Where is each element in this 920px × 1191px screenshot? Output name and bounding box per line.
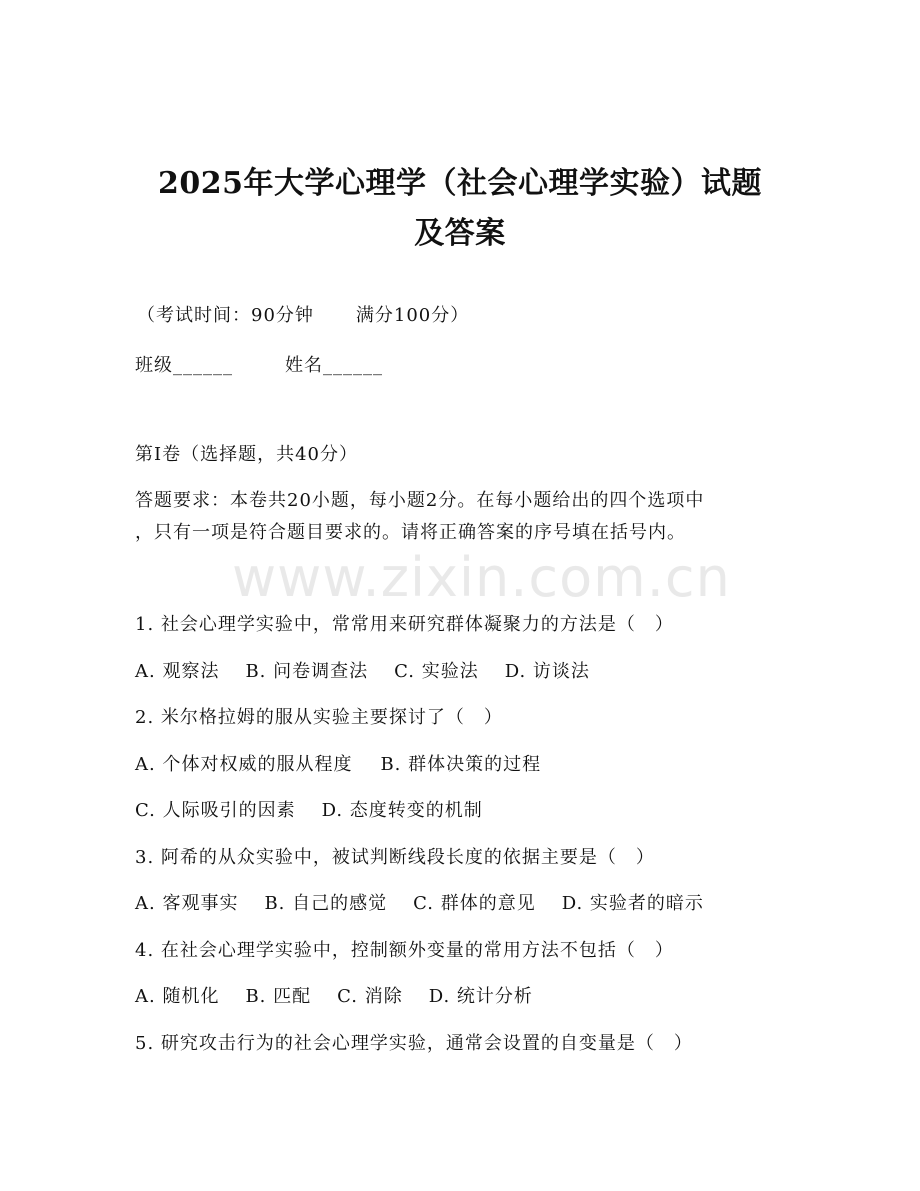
question-3-options	[135, 889, 704, 915]
option-b: B. 群体决策的过程	[380, 754, 542, 775]
option-b: B. 问卷调查法	[245, 661, 369, 682]
student-info	[135, 351, 383, 377]
option-a: A. 个体对权威的服从程度	[135, 754, 353, 775]
question-4-stem: 4. 在社会心理学实验中，控制额外变量的常用方法不包括（ ）	[135, 940, 674, 961]
option-b: B. 自己的感觉	[264, 893, 388, 914]
page-title-line-2: 及答案	[414, 216, 506, 251]
option-c: C. 实验法	[394, 661, 479, 682]
question-3-stem: 3. 阿希的从众实验中，被试判断线段长度的依据主要是（ ）	[135, 847, 655, 868]
watermark: www.zixin.com.cn	[232, 546, 731, 609]
section-heading: 第I卷（选择题，共40分）	[135, 444, 359, 465]
instructions-line-1: 答题要求：本卷共20小题，每小题2分。在每小题给出的四个选项中	[135, 490, 705, 511]
name-field-label: 姓名______	[285, 355, 383, 376]
option-c: C. 人际吸引的因素	[135, 800, 296, 821]
option-c: C. 消除	[337, 986, 403, 1007]
option-d: D. 实验者的暗示	[561, 893, 704, 914]
option-d: D. 态度转变的机制	[321, 800, 483, 821]
question-2-stem: 2. 米尔格拉姆的服从实验主要探讨了（ ）	[135, 707, 503, 728]
option-d: D. 统计分析	[428, 986, 533, 1007]
exam-info	[137, 301, 469, 327]
question-2-options-row-1	[135, 750, 541, 776]
question-5-stem: 5. 研究攻击行为的社会心理学实验，通常会设置的自变量是（ ）	[135, 1033, 693, 1054]
exam-time: （考试时间：90分钟	[137, 305, 314, 326]
option-a: A. 客观事实	[135, 893, 239, 914]
question-4-options	[135, 982, 533, 1008]
option-a: A. 随机化	[135, 986, 220, 1007]
question-2-options-row-2	[135, 796, 483, 822]
question-1-stem: 1. 社会心理学实验中，常常用来研究群体凝聚力的方法是（ ）	[135, 614, 674, 635]
option-a: A. 观察法	[135, 661, 220, 682]
option-d: D. 访谈法	[504, 661, 590, 682]
option-b: B. 匹配	[245, 986, 312, 1007]
option-c: C. 群体的意见	[413, 893, 536, 914]
exam-score: 满分100分）	[355, 305, 470, 326]
instructions-line-2: ，只有一项是符合题目要求的。请将正确答案的序号填在括号内。	[135, 522, 686, 543]
page-title-line-1: 2025年大学心理学（社会心理学实验）试题	[158, 166, 762, 201]
question-1-options	[135, 657, 590, 683]
class-field-label: 班级______	[135, 355, 233, 376]
